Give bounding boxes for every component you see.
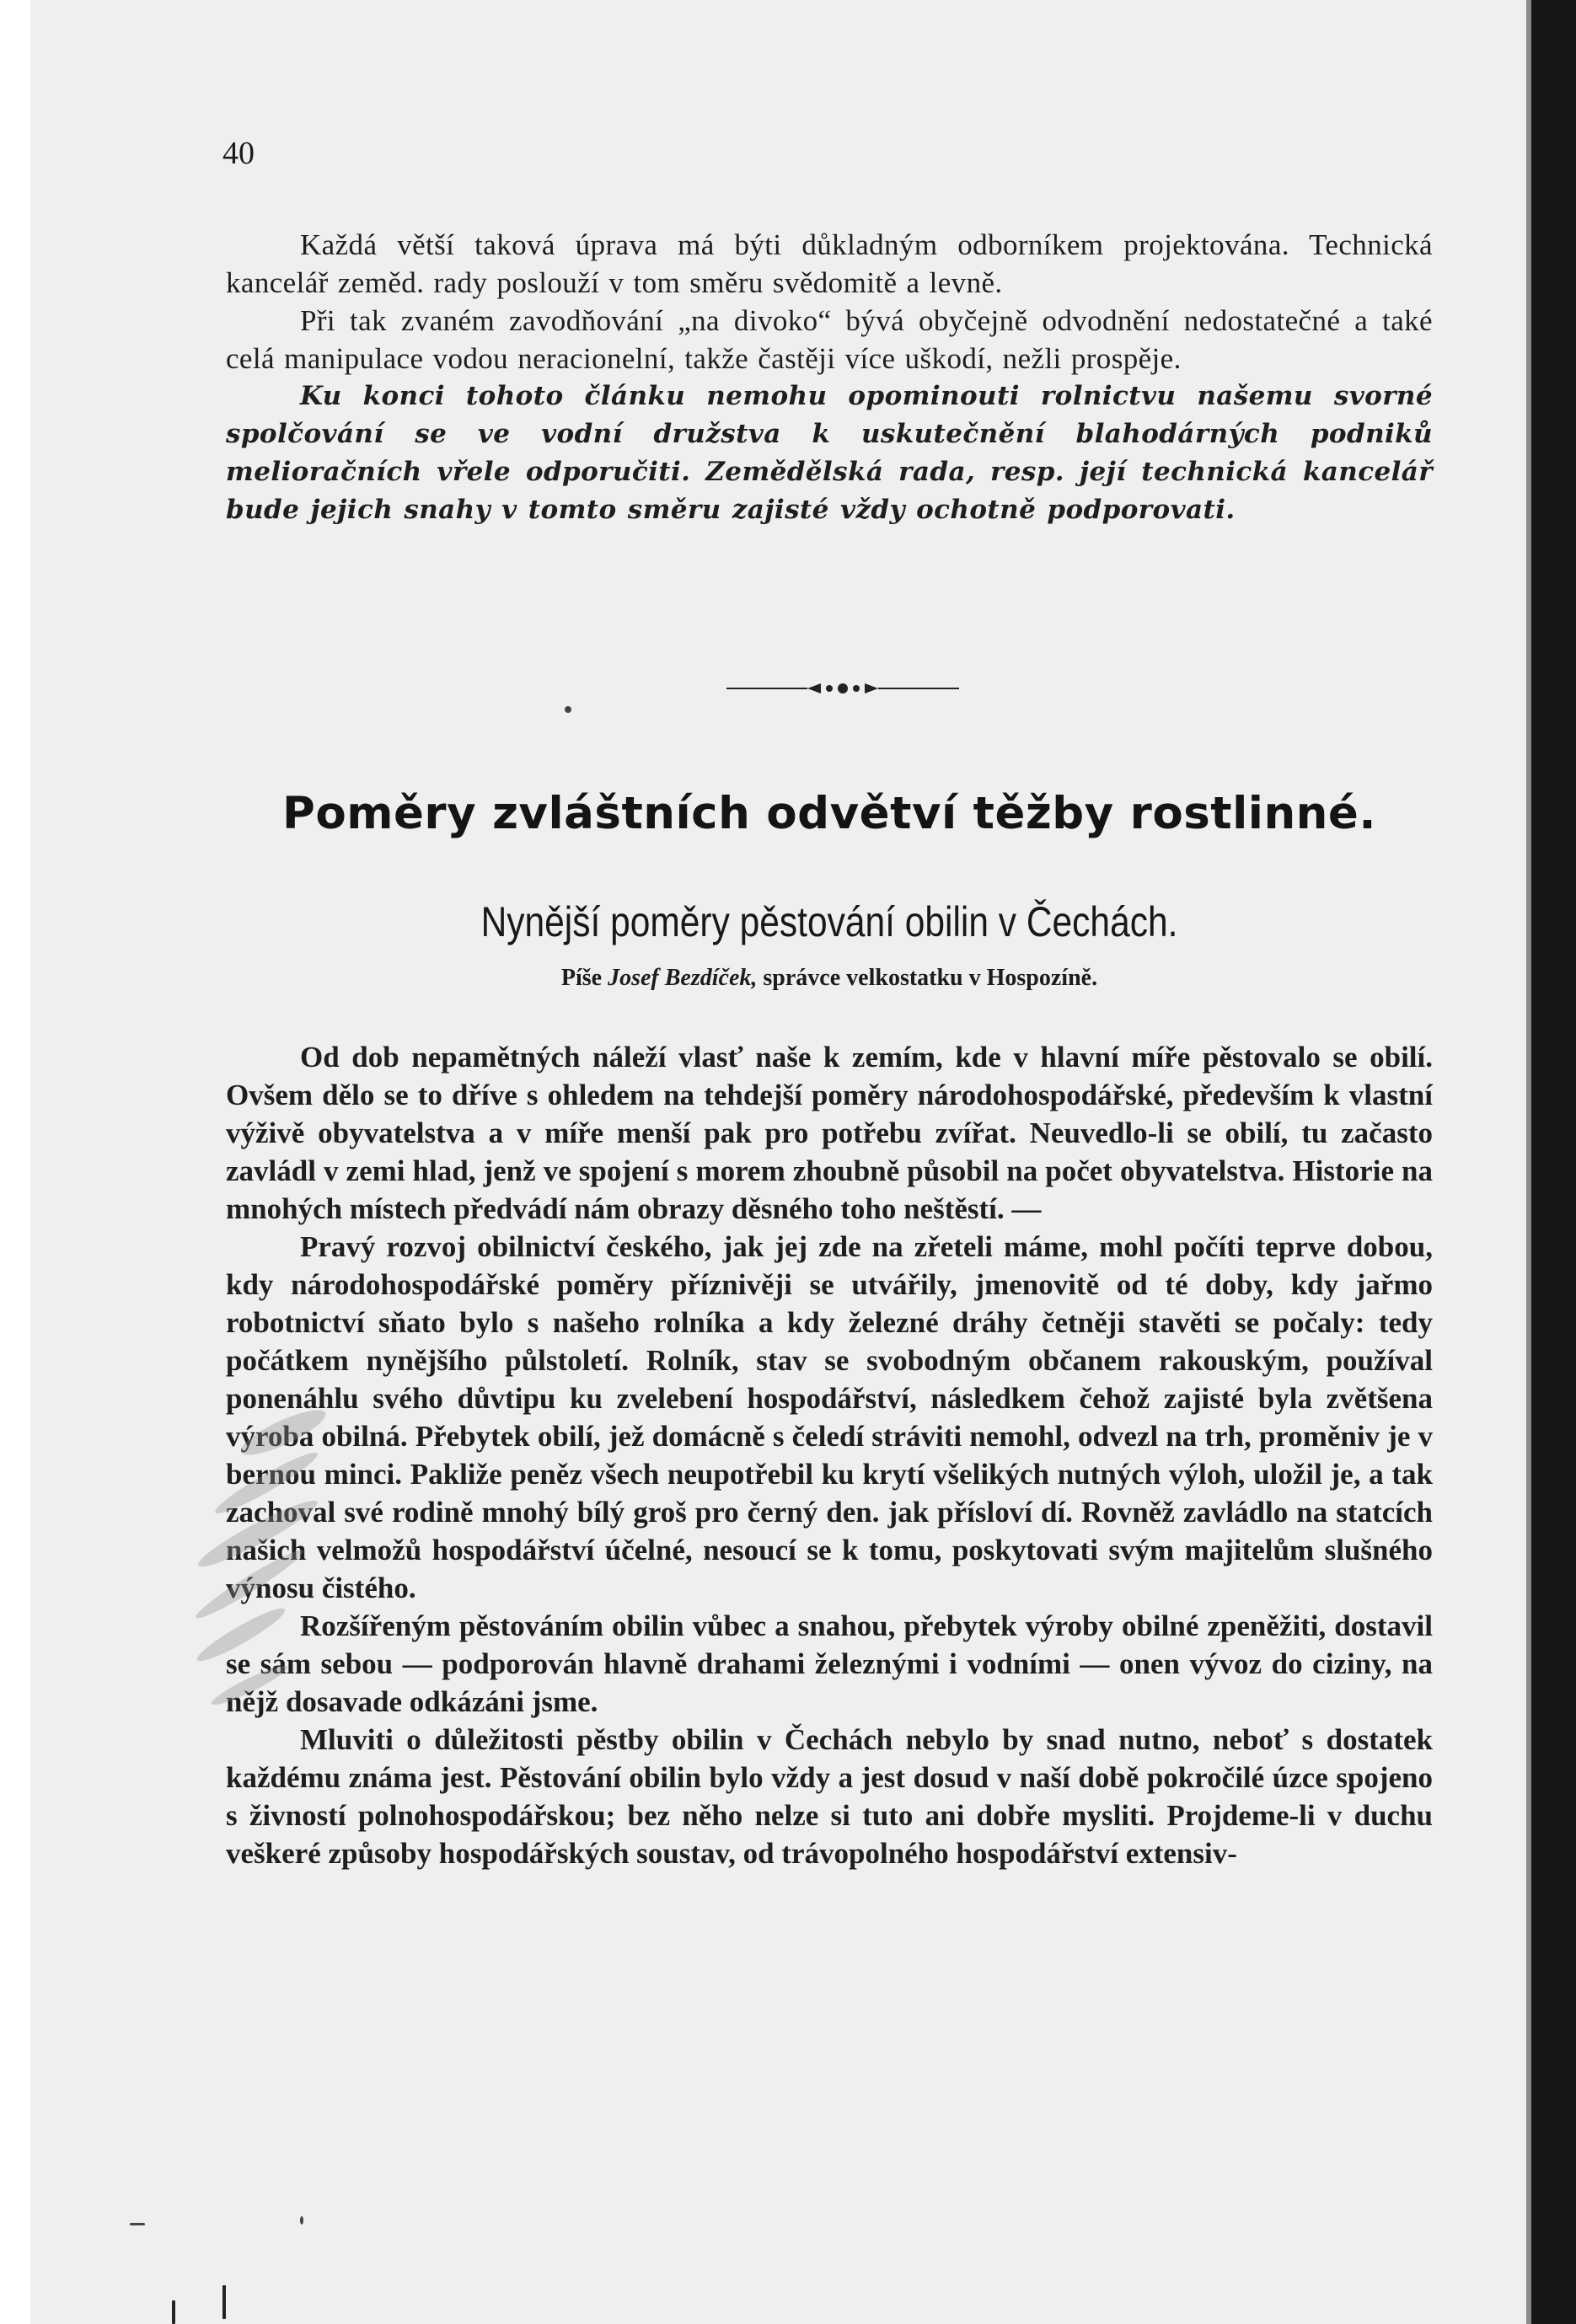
article-subtitle: Nynější poměry pěstování obilin v Čechách.	[480, 898, 1178, 945]
print-speck	[565, 706, 571, 713]
page-number: 40	[222, 136, 255, 171]
ornamental-divider	[726, 678, 959, 699]
print-speck	[172, 2300, 175, 2324]
byline-author: Josef Bezdíček,	[608, 965, 758, 991]
scanned-page	[30, 0, 1531, 2324]
print-speck	[300, 2216, 303, 2225]
section-title: Poměry zvláštních odvětví těžby rostlinné.	[282, 788, 1376, 839]
print-speck	[130, 2223, 145, 2225]
byline-suffix: správce velkostatku v Hospozíně.	[763, 965, 1098, 991]
article-body	[226, 1038, 1433, 1872]
byline-prefix: Píše	[560, 965, 603, 991]
article-paragraph-4: Mluviti o důležitosti pěstby obilin v Čechách nebylo by snad nutno, neboť s dostatek každému známa jest. Pěstování obilin bylo vždy a jest dosud v naší době pokročilé úzce spojeno s živností polnohospodářskou; bez něho nelze si tuto ani dobře mysliti. Projdeme-li v duchu veškeré způsoby hospodářských soustav, od trávopolného hospodářství extensiv-	[226, 1723, 1433, 1870]
intro-italic-paragraph: Ku konci tohoto článku nemohu opominouti rolnictvu našemu svorné spolčování se ve vodní družstva k uskutečnění blahodárných podniků melioračních vřele odporučiti. Zemědělská rada, resp. její technická kancelář bude jejich snahy v tomto směru zajisté vždy ochotně podporovati.	[226, 381, 1433, 525]
print-speck	[222, 2285, 226, 2319]
article-paragraph-1: Od dob nepamětných náleží vlasť naše k zemím, kde v hlavní míře pěstovalo se obilí. Ovšem dělo se to dříve s ohledem na tehdejší poměry národohospodářské, především k vlastní výživě obyvatelstva a v míře menší pak pro potřebu zvířat. Neuvedlo-li se obilí, tu začasto zavládl v zemi hlad, jenž ve spojení s morem zhoubně působil na počet obyvatelstva. Historie na mnohých místech předvádí nám obrazy děsného toho neštěstí. —	[226, 1041, 1433, 1225]
intro-paragraph-1: Každá větší taková úprava má býti důkladným odborníkem projektována. Technická kancelář zeměd. rady poslouží v tom směru svědomitě a levně.	[226, 228, 1433, 299]
scan-border	[1531, 0, 1576, 2324]
article-byline	[226, 965, 1433, 992]
intro-section	[226, 226, 1433, 529]
intro-paragraph-2: Při tak zvaném zavodňování „na divoko“ bývá obyčejně odvodnění nedostatečné a také celá manipulace vodou neracionelní, takže častěji více uškodí, nežli prospěje.	[226, 304, 1433, 375]
article-paragraph-2: Pravý rozvoj obilnictví českého, jak jej zde na zřeteli máme, mohl počíti teprve dobou, kdy národohospodářské poměry příznivěji se utvářily, jmenovitě od té doby, kdy jařmo robotnictví sňato bylo s našeho rolníka a kdy železné dráhy četněji stavěti se počaly: tedy počátkem nynějšího půlstoletí. Rolník, stav se svobodným občanem rakouským, používal ponenáhlu svého důvtipu ku zvelebení hospodářství, následkem čehož zajisté byla zvětšena výroba obilná. Přebytek obilí, jež domácně s čeledí stráviti nemohl, odvezl na trh, proměniv je v bernou minci. Pakliže peněz všech neupotřebil ku krytí všelikých nutných výloh, uložil je, a tak zachoval své rodině mnohý bílý groš pro černý den. jak přísloví dí. Rovněž zavládlo na statcích našich velmožů hospodářství účelné, nesoucí se k tomu, poskytovati svým majitelům slušného výnosu čistého.	[226, 1230, 1433, 1604]
article-paragraph-3: Rozšířeným pěstováním obilin vůbec a snahou, přebytek výroby obilné zpeněžiti, dostavil se sám sebou — podporován hlavně drahami železnými i vodními — onen vývoz do ciziny, na nějž dosavade odkázáni jsme.	[226, 1609, 1433, 1718]
